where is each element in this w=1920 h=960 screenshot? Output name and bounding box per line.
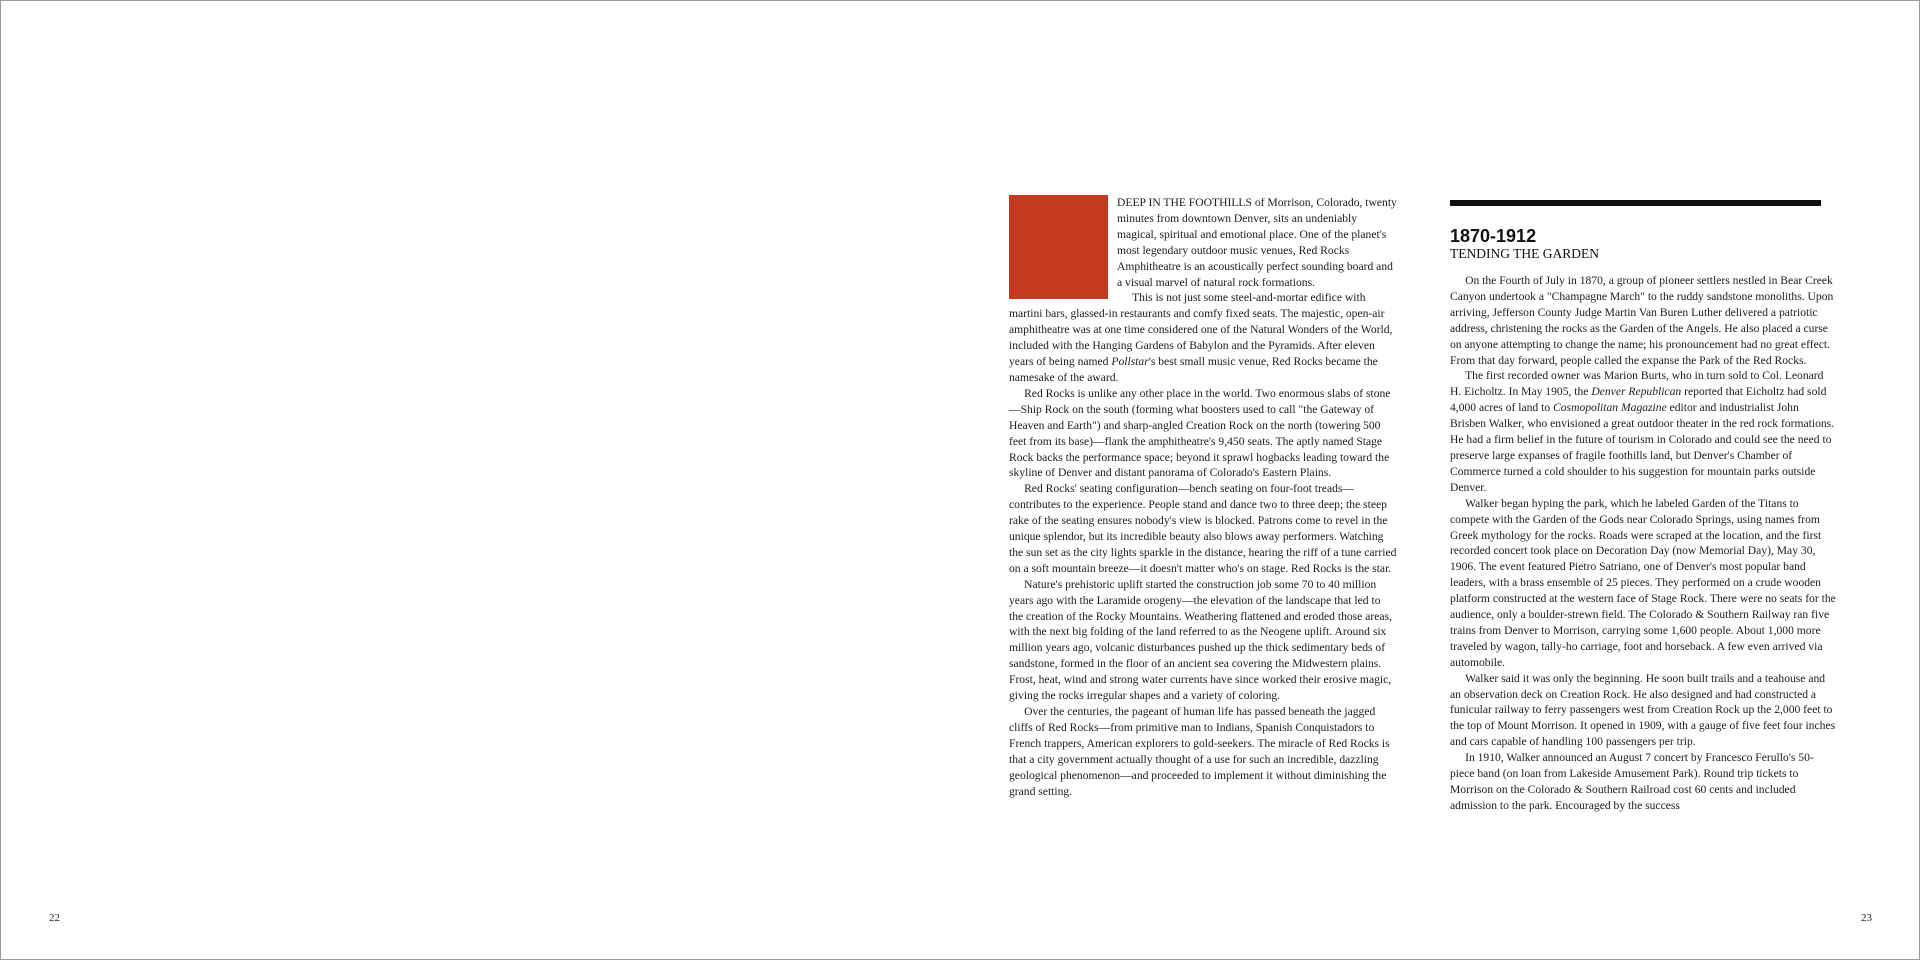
paragraph-text: editor and industrialist John Brisben Walker, who envisioned a great outdoor theater in the red rock formations. He had a firm belief in the future of tourism in Colorado and could see the need to preserve large expanses of fragile foothills land, but Denver's Chamber of Commerce turned a cold shoulder to his suggestion for mountain parks outside Denver.: [1450, 401, 1835, 494]
paragraph-venue: [1009, 290, 1397, 385]
paragraph-rocks: Red Rocks is unlike any other place in the world. Two enormous slabs of stone—Ship Rock on the south (forming what boosters used to call "the Gateway of Heaven and Earth") and sharp-angled Creation Rock on the north (towering 500 feet from its base)—flank the amphitheatre's 9,450 seats. The aptly named Stage Rock backs the performance space; beyond it sprawl hogbacks leading toward the skyline of Denver and distant panorama of Colorado's Eastern Plains.: [1009, 386, 1391, 480]
paragraph-seating: Red Rocks' seating configuration—bench seating on four-foot treads—contributes to the experience. People stand and dance two to three deep; the steep rake of the seating ensures nobody's view is blocked. Patrons come to revel in the unique splendor, but its incredible beauty also blows away performers. Watching the sun set as the city lights sparkle in the distance, hearing the riff of a tune carried on a soft mountain breeze—it doesn't matter who's on stage. Red Rocks is the star.: [1009, 482, 1397, 575]
section-rule: [1450, 200, 1821, 206]
lead-phrase: DEEP IN THE FOOTHILLS: [1117, 196, 1252, 209]
paragraph-text: 's best small music venue, Red Rocks became the namesake of the award.: [1009, 355, 1378, 384]
section-subtitle: TENDING THE GARDEN: [1450, 246, 1599, 261]
paragraph-history: Over the centuries, the pageant of human life has passed beneath the jagged cliffs of Red Rocks—from primitive man to Indians, Spanish Conquistadors to French trappers, American explorers to gold-seekers. The miracle of Red Rocks is that a city government actually thought of a use for such an incredible, dazzling geological phenomenon—and proceeded to implement it without diminishing the grand setting.: [1009, 705, 1390, 798]
paragraph-geology: Nature's prehistoric uplift started the construction job some 70 to 40 million years ago with the Laramide orogeny—the elevation of the landscape that led to the creation of the Rocky Mountains. Weathering flattened and eroded those areas, with the next big folding of the land referred to as the Neogene uplift. Around six million years ago, volcanic disturbances pushed up the thick sedimentary beds of sandstone, formed in the floor of an ancient sea covering the Midwestern plains. Frost, heat, wind and strong water currents have since worked their erosive magic, giving the rocks irregular shapes and a variety of coloring.: [1009, 577, 1392, 703]
section-title: 1870-1912: [1450, 226, 1537, 246]
paragraph-walker-hype: Walker began hyping the park, which he labeled Garden of the Titans to compete with the Garden of the Gods near Colorado Springs, using names from Greek mythology for the rocks. Roads were scraped at the location, and the first recorded concert took place on Decoration Day (now Memorial Day), May 30, 1906. The event featured Pietro Satriano, one of Denver's most popular band leaders, with a brass ensemble of 25 pieces. They performed on a crude wooden platform constructed at the western face of Stage Rock. There were no seats for the audience, only a boulder-strewn field. The Colorado & Southern Railway ran five trains from Denver to Morrison, carrying some 1,600 people. About 1,000 more traveled by wagon, tally-ho carriage, foot and horseback. A few even arrived via automobile.: [1450, 496, 1836, 669]
paragraph-text: This is not just some steel-and-mortar edifice with martini bars, glassed-in restaurants and comfy fixed seats. The majestic, open-air amphitheatre was at one time considered one of the Natural Wonders of the World, included with the Hanging Gardens of Babylon and the Pyramids. After eleven years of being named: [1009, 291, 1393, 369]
lead-text: of Morrison, Colorado, twenty minutes from downtown Denver, sits an undeniably magical, spiritual and emotional place. One of the planet's most legendary outdoor music venues, Red Rocks Amphitheatre is an acoustically perfect sounding board and a visual marvel of natural rock formations.: [1117, 196, 1397, 289]
paragraph-1870: On the Fourth of July in 1870, a group of pioneer settlers nestled in Bear Creek Canyon undertook a "Champagne March" to the ruddy sandstone monoliths. Upon arriving, Jefferson County Judge Martin Van Buren Luther delivered a patriotic address, christening the rocks as the Garden of the Angels. He also placed a curse on anyone attempting to change the name; his pronouncement had no great effect. From that day forward, people called the expanse the Park of the Red Rocks.: [1450, 274, 1834, 367]
pollstar-italic: Pollstar: [1111, 355, 1149, 369]
paragraph-text: The first recorded owner was Marion Burts, who in turn sold to Col. Leonard H. Eicholtz. In May 1905, the: [1450, 369, 1824, 399]
right-text-column: [1450, 200, 1836, 814]
left-text-column: [1009, 195, 1397, 799]
page-number-left: 22: [49, 912, 60, 924]
paragraph-owners: [1450, 368, 1836, 495]
paragraph-1910: In 1910, Walker announced an August 7 concert by Francesco Ferullo's 50-piece band (on loan from Lakeside Amusement Park). Round trip tickets to Morrison on the Colorado & Southern Railroad cost 60 cents and included admission to the park. Encouraged by the success: [1450, 751, 1814, 812]
denver-republican-italic: Denver Republican: [1591, 385, 1682, 399]
page-number-right: 23: [1861, 912, 1872, 924]
paragraph-text: reported that Eicholtz had sold 4,000 acres of land to: [1450, 385, 1827, 415]
paragraph-walker-trails: Walker said it was only the beginning. He soon built trails and a teahouse and an observation deck on Creation Rock. He also designed and had constructed a funicular railway to ferry passengers west from Creation Rock up the 2,000 feet to the top of Mount Morrison. It opened in 1909, with a gauge of five feet four inches and cars capable of handling 100 passengers per trip.: [1450, 671, 1836, 749]
red-accent-block: [1009, 195, 1108, 299]
cosmopolitan-italic: Cosmopolitan Magazine: [1553, 401, 1667, 415]
